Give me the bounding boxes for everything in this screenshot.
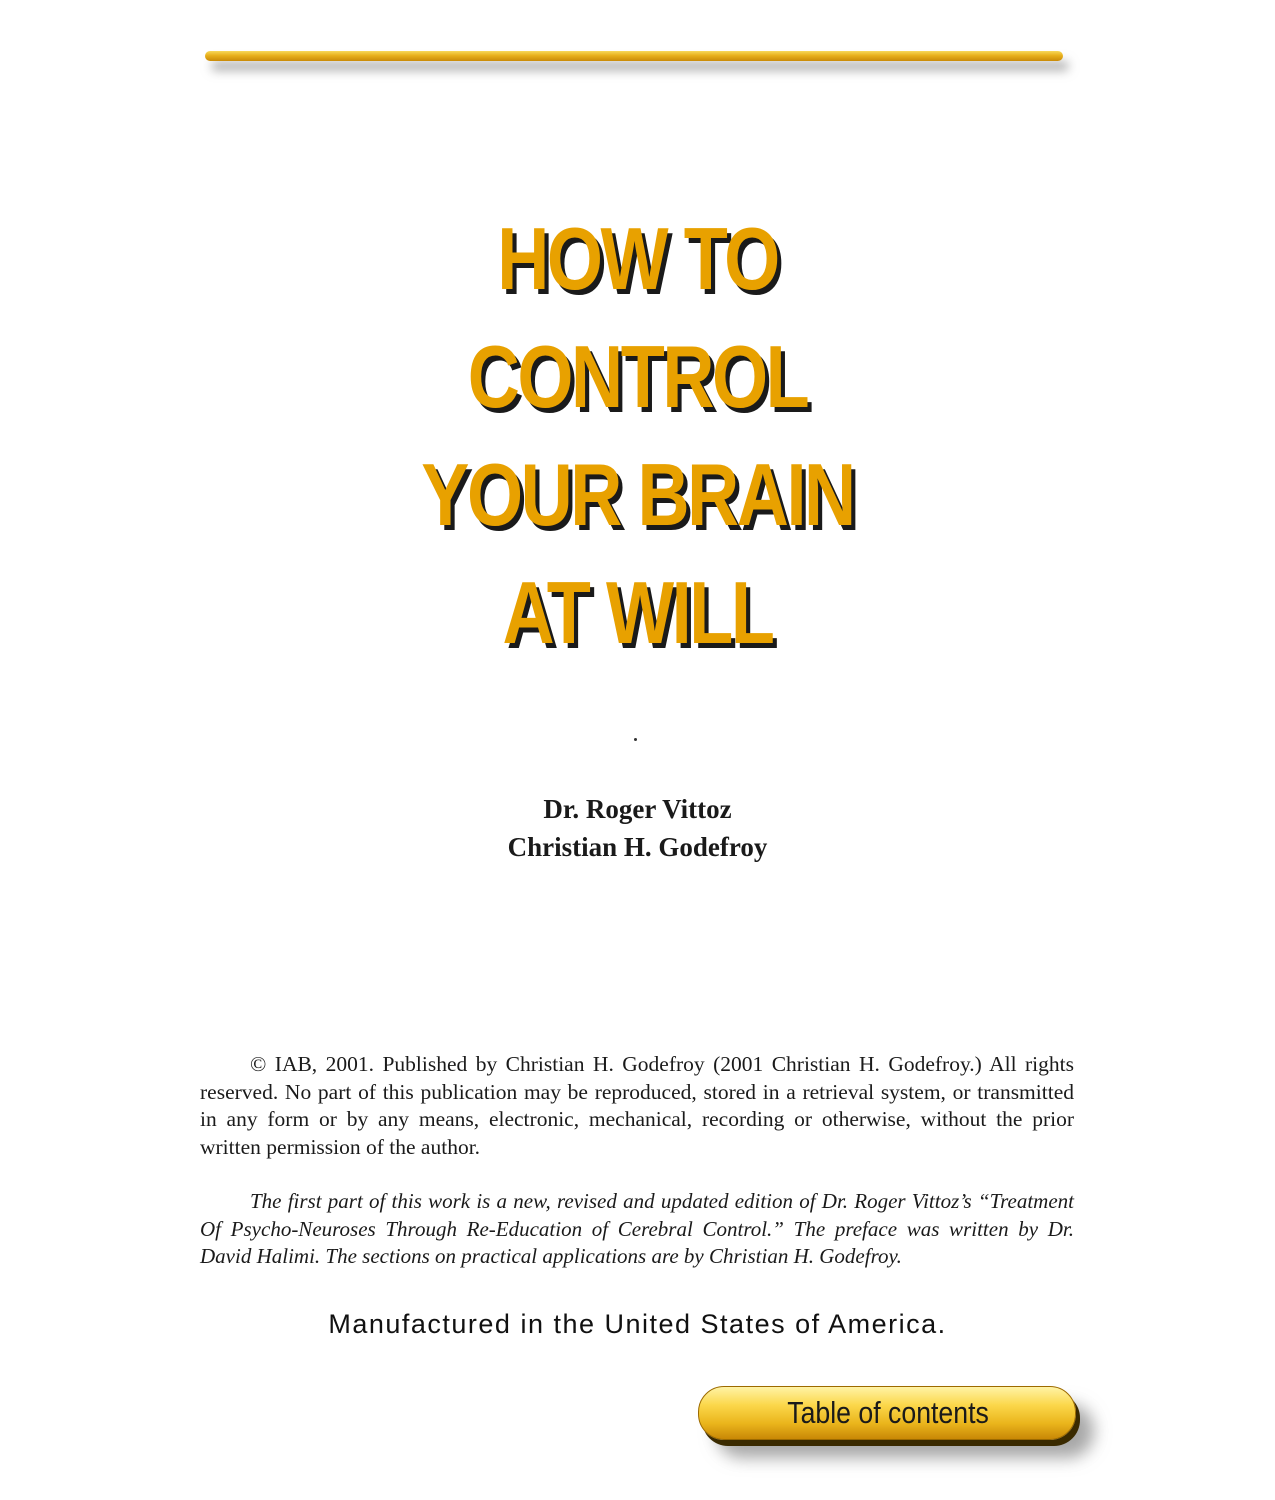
title-line-1: HOW TO [497, 209, 778, 308]
author-2: Christian H. Godefroy [507, 832, 768, 862]
manufactured-line: Manufactured in the United States of America. [328, 1309, 947, 1339]
title-line-4: AT WILL [502, 563, 773, 662]
top-gold-rule [205, 51, 1063, 61]
title-line-2: CONTROL [467, 327, 808, 426]
toc-button-label: Table of contents [787, 1395, 989, 1430]
title-line-3: YOUR BRAIN [421, 445, 854, 544]
table-of-contents-button[interactable] [698, 1386, 1076, 1440]
edition-note: The first part of this work is a new, revised and updated edition of Dr. Roger Vittoz’s “Treatment Of Psycho-Neuroses Through Re-Education of Cerebral Control.” The preface was written by Dr. David Halimi. The sections on practical applications are by Christian H. Godefroy. [200, 1189, 1074, 1268]
separator-dot [634, 738, 637, 741]
copyright-notice: © IAB, 2001. Published by Christian H. Godefroy (2001 Christian H. Godefroy.) All rights reserved. No part of this publication may be reproduced, stored in a retrieval system, or transmitted in any form or by any means, electronic, mechanical, recording or otherwise, without the prior written permission of the author. [200, 1052, 1074, 1159]
authors [0, 790, 1275, 866]
author-1: Dr. Roger Vittoz [543, 794, 732, 824]
book-title [0, 200, 1275, 672]
